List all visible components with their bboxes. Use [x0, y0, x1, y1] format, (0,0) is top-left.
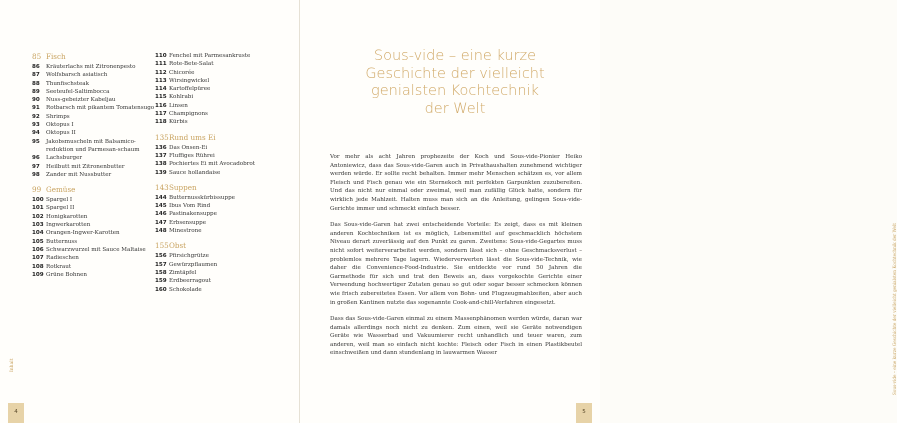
- toc-entry-label: Linsen: [169, 102, 188, 109]
- toc-section-heading: [155, 183, 280, 192]
- toc-entry-label: Radieschen: [46, 255, 79, 262]
- toc-entry-label: Ibus Vom Rind: [169, 203, 211, 210]
- toc-section-heading-page: 85: [32, 52, 42, 61]
- left-page-number: 4: [14, 409, 18, 415]
- toc-entry: [155, 60, 280, 68]
- toc-entry-page: 136: [155, 144, 167, 151]
- toc-entry-label: Thunfischsteak: [46, 80, 90, 87]
- toc-entry-label: Minestrone: [169, 228, 202, 235]
- toc-column-2: [155, 52, 280, 294]
- right-page-number-tab: [576, 403, 592, 423]
- toc-entry: [32, 221, 160, 229]
- toc-entry-page: 137: [155, 152, 167, 159]
- toc-entry-label: Oktopus II: [46, 130, 76, 137]
- toc-entry: [32, 129, 160, 137]
- toc-entry-label: Honigkarotten: [46, 213, 88, 220]
- toc-entry: [32, 80, 160, 88]
- toc-entry: [155, 85, 280, 93]
- toc-entry-page: 139: [155, 169, 167, 176]
- toc-entry: [155, 227, 280, 235]
- toc-entry-page: 89: [32, 88, 40, 95]
- toc-entry-page: 97: [32, 163, 40, 170]
- toc-section-heading-label: Suppen: [169, 182, 197, 192]
- article-title-line: Sous-vide – eine kurze: [373, 48, 537, 64]
- toc-section-heading-label: Fisch: [46, 52, 66, 61]
- toc-entry: [32, 121, 160, 129]
- toc-entry-page: 95: [32, 138, 40, 145]
- toc-column-1: [32, 52, 160, 279]
- toc-entry-page: 159: [155, 278, 167, 285]
- toc-entry-page: 147: [155, 219, 167, 226]
- toc-entry-label: Spargel II: [46, 205, 75, 212]
- toc-entry: [155, 160, 280, 168]
- toc-entry: [32, 163, 160, 171]
- toc-entry-page: 111: [155, 61, 167, 68]
- toc-entry: [155, 269, 280, 277]
- right-page-number: 5: [582, 409, 586, 415]
- toc-entry-page: 108: [32, 263, 44, 270]
- toc-section-heading-label: Obst: [169, 241, 187, 251]
- toc-entry: [155, 52, 280, 60]
- toc-entry-page: 101: [32, 205, 44, 212]
- article-paragraph: Vor mehr als acht Jahren prophezeite der Koch und Sous-vide-Pionier Heiko Antoniewicz, dass das Sous-vide-Garen auch in Privathaushalten zunehmend wichtiger werden würde. Er sollte recht behalten. Immer mehr Menschen schätzen es, vor allem Fleisch und Fisch genau wie ein Sternekoch mit perfekten Garpunkten zuzubereiten. Und das nicht nur einmal oder zweimal, weil man zufällig Glück hatte, sondern für wirklich jede Mahlzeit. Halten muss man sich an die Anleitung, gelingen Sous-vide-Gerichte immer und schmeckt einfach besser.: [330, 154, 582, 212]
- toc-entry: [32, 229, 160, 237]
- right-side-caption: Sous-vide – eine kurze Geschichte der vielleicht genialsten Kochtechnik der Welt: [892, 223, 897, 395]
- article-paragraph: Dass das Sous-vide-Garen einmal zu einem Massenphänomen werden würde, daran war damals allerdings noch nicht zu denken. Zum einen, weil sie Geräte notwendigen Geräte wie Wasserbad und Vakuumierer recht unhandlich und teuer waren, zum anderen, weil man so einfach nicht kochte: Fleisch oder Fisch in einen Plastikbeutel einschweißen und dann stundenlang in lauwarmen Wasser: [330, 316, 582, 357]
- toc-entry: [155, 286, 280, 294]
- toc-entry: [155, 219, 280, 227]
- toc-entry-label: Pochiertes Ei mit Avocadobrot: [169, 161, 256, 168]
- toc-entry-page: 94: [32, 130, 40, 137]
- article-title-line: der Welt: [424, 100, 486, 117]
- toc-entry-label: Fenchel mit Parmesankruste: [169, 53, 251, 59]
- toc-entry-label: Gewürzpflaumen: [169, 261, 218, 268]
- toc-entry-page: 156: [155, 253, 167, 260]
- toc-entry: [155, 202, 280, 210]
- toc-entry-label: Das Onsen-Ei: [169, 144, 208, 151]
- toc-entry-label: Orangen-Ingwer-Karotten: [46, 230, 120, 237]
- toc-entry-label: Butternusskürbissuppe: [169, 194, 235, 201]
- toc-entry-page: 96: [32, 155, 40, 162]
- toc-entry: [155, 93, 280, 101]
- toc-entry: [155, 144, 280, 152]
- toc-entry-label: Pastinakensuppe: [169, 211, 217, 218]
- toc-entry-page: 118: [155, 119, 167, 126]
- toc-entry-page: 146: [155, 211, 167, 218]
- toc-entry: [155, 261, 280, 269]
- toc-entry-label: Wolfsbarsch asiatisch: [46, 72, 108, 79]
- toc-entry-label: Rotbarsch mit pikantem Tomatensugo: [46, 105, 155, 112]
- toc-entry-label: Spargel I: [46, 197, 73, 204]
- toc-entry: [32, 213, 160, 221]
- toc-entry: [32, 238, 160, 246]
- toc-entry-label: Sauce hollandaise: [169, 169, 221, 176]
- toc-entry-page: 114: [155, 86, 167, 93]
- toc-entry-page: 93: [32, 122, 40, 129]
- toc-entry: [155, 118, 280, 126]
- toc-entry-page: 116: [155, 102, 167, 109]
- toc-entry-label: Erbsensuppe: [169, 219, 207, 226]
- toc-entry: [155, 69, 280, 77]
- toc-entry-page: 88: [32, 80, 40, 87]
- right-page: [300, 0, 897, 423]
- toc-entry-page: 106: [32, 246, 44, 253]
- toc-entry-label: Lachsburger: [46, 155, 83, 162]
- toc-entry-page: 102: [32, 213, 44, 220]
- toc-entry: [32, 96, 160, 104]
- article-title-line: Geschichte der vielleicht: [365, 65, 545, 82]
- toc-entry: [32, 254, 160, 262]
- toc-entry-page: 91: [32, 105, 40, 112]
- toc-entry-label: Kräuterlachs mit Zitronenpesto: [46, 64, 136, 70]
- toc-entry: [32, 263, 160, 271]
- toc-entry-page: 104: [32, 230, 44, 237]
- toc-entry-label: Kürbis: [169, 119, 188, 126]
- toc-entry-page: 87: [32, 72, 40, 79]
- toc-entry: [155, 152, 280, 160]
- toc-entry-page: 115: [155, 94, 167, 101]
- toc-entry-page: 105: [32, 238, 44, 245]
- toc-entry-page: 112: [155, 69, 167, 76]
- toc-entry: [155, 110, 280, 118]
- toc-section-heading-page: 99: [32, 185, 42, 195]
- toc-entry: [155, 277, 280, 285]
- toc-entry-page: 90: [32, 97, 40, 104]
- toc-entry-page: 86: [32, 64, 40, 70]
- toc-section-heading-page: 135: [155, 132, 169, 142]
- toc-entry: [155, 169, 280, 177]
- toc-entry-label: Pfirsichgrütze: [169, 253, 209, 260]
- toc-entry-label: Champignons: [169, 111, 208, 118]
- left-page: [0, 0, 300, 423]
- toc-entry-label: Erdbeerragout: [169, 278, 212, 285]
- toc-section-heading: [32, 185, 160, 194]
- toc-entry-page: 157: [155, 261, 167, 268]
- toc-entry: [32, 196, 160, 204]
- toc-section-heading-page: 155: [155, 241, 169, 251]
- toc-entry-label: Kohlrabi: [169, 94, 194, 101]
- toc-entry: [32, 113, 160, 121]
- toc-entry: [155, 194, 280, 202]
- toc-entry: [32, 88, 160, 96]
- toc-entry-label: Grüne Bohnen: [46, 271, 88, 278]
- toc-entry-label: Schwarzwurzel mit Sauce Maltaise: [46, 246, 146, 253]
- toc-section-heading: [155, 133, 280, 142]
- toc-entry-label: Heilbutt mit Zitronenbutter: [46, 163, 125, 170]
- toc-entry-page: 117: [155, 111, 167, 118]
- toc-entry-page: 158: [155, 269, 167, 276]
- toc-entry-label: Oktopus I: [46, 122, 74, 129]
- toc-entry-page: 107: [32, 255, 44, 262]
- toc-entry-label: Butternuss: [46, 238, 78, 245]
- toc-entry-label: Zander mit Nussbutter: [46, 171, 112, 178]
- toc-entry-page: 160: [155, 286, 167, 293]
- toc-entry: [32, 71, 160, 79]
- toc-entry-page: 100: [32, 197, 44, 204]
- toc-section-heading-label: Rund ums Ei: [169, 132, 216, 142]
- article-body: [330, 153, 582, 366]
- toc-entry-label: Schokolade: [169, 286, 202, 293]
- left-page-number-tab: [8, 403, 24, 423]
- toc-section-heading: [32, 52, 160, 61]
- toc-entry-label: Jakobsmuscheln mit Balsamico-reduktion und Parmesan-schaum: [46, 138, 140, 153]
- toc-section-heading-label: Gemüse: [46, 185, 76, 195]
- toc-entry-page: 138: [155, 161, 167, 168]
- article-title: [330, 48, 580, 118]
- toc-entry-label: Wirsingwickel: [169, 77, 210, 84]
- toc-entry-label: Rote-Bete-Salat: [169, 61, 214, 68]
- article-paragraph: Das Sous-vide-Garen hat zwei entscheidende Vorteile: Es zeigt, dass es mit kleinen anderen Kochtechniken ist es möglich, Lebensmittel auf geschmacklich höchstem Niveau derart zuverlässig auf den Punkt zu garen. Zweitens: Sous-vide-Gegartes muss nicht sofort weiterverarbeitet werden, sondern lässt sich – ohne Geschmacksverlust – problemlos mehrere Tage lagern. Wiederverwerten lässt die Sous-vide-Technik, wie daher die Convenience-Food-Industrie. Sie entdeckte vor rund 50 Jahren die Garmethode für sich und trat den Beweis an, dass vorgekochte Gerichte einer Verwendung hochwertiger Zutaten genau so gut oder sogar besser schmecken können wie frisch zubereitetes Essen. Vor allem von Bohn- und Flugzeugmahlzeiten, aber auch in großen Kantinen nutzte das sogenannte Cook-and-chill-Verfahren eingesetzt.: [330, 222, 582, 306]
- toc-entry-label: Seeteufel-Saltimbocca: [46, 88, 110, 95]
- toc-entry-page: 113: [155, 77, 167, 84]
- toc-entry: [32, 138, 160, 155]
- toc-entry-label: Zimtäpfel: [169, 269, 197, 276]
- toc-entry: [32, 204, 160, 212]
- toc-entry: [155, 252, 280, 260]
- toc-entry-label: Rotkraut: [46, 263, 72, 270]
- toc-entry-page: 144: [155, 194, 167, 201]
- toc-entry-label: Nuss-gebeizter Kabeljau: [46, 97, 116, 104]
- toc-entry-page: 103: [32, 222, 44, 229]
- toc-section-heading: [155, 241, 280, 250]
- toc-entry-page: 145: [155, 203, 167, 210]
- toc-entry-page: 148: [155, 228, 167, 235]
- toc-entry: [32, 154, 160, 162]
- toc-entry-page: 92: [32, 113, 40, 120]
- toc-entry-page: 109: [32, 271, 44, 278]
- toc-entry: [32, 171, 160, 179]
- toc-entry-label: Fluffiges Rührei: [169, 152, 215, 159]
- toc-entry: [32, 104, 160, 112]
- toc-entry: [155, 77, 280, 85]
- toc-entry-page: 98: [32, 171, 40, 178]
- toc-entry: [32, 246, 160, 254]
- toc-entry: [32, 271, 160, 279]
- toc-section-heading-page: 143: [155, 182, 169, 192]
- article-title-line: genialsten Kochtechnik: [371, 83, 539, 99]
- toc-entry: [155, 210, 280, 218]
- toc-entry: [32, 63, 160, 71]
- toc-entry-label: Chicorée: [169, 69, 195, 76]
- toc-entry-label: Ingwerkarotten: [46, 222, 91, 229]
- toc-entry: [155, 102, 280, 110]
- left-side-caption: Inhalt: [10, 358, 15, 372]
- toc-entry-page: 110: [155, 53, 167, 59]
- toc-entry-label: Kartoffelpüree: [169, 86, 211, 93]
- toc-entry-label: Shrimps: [46, 113, 70, 120]
